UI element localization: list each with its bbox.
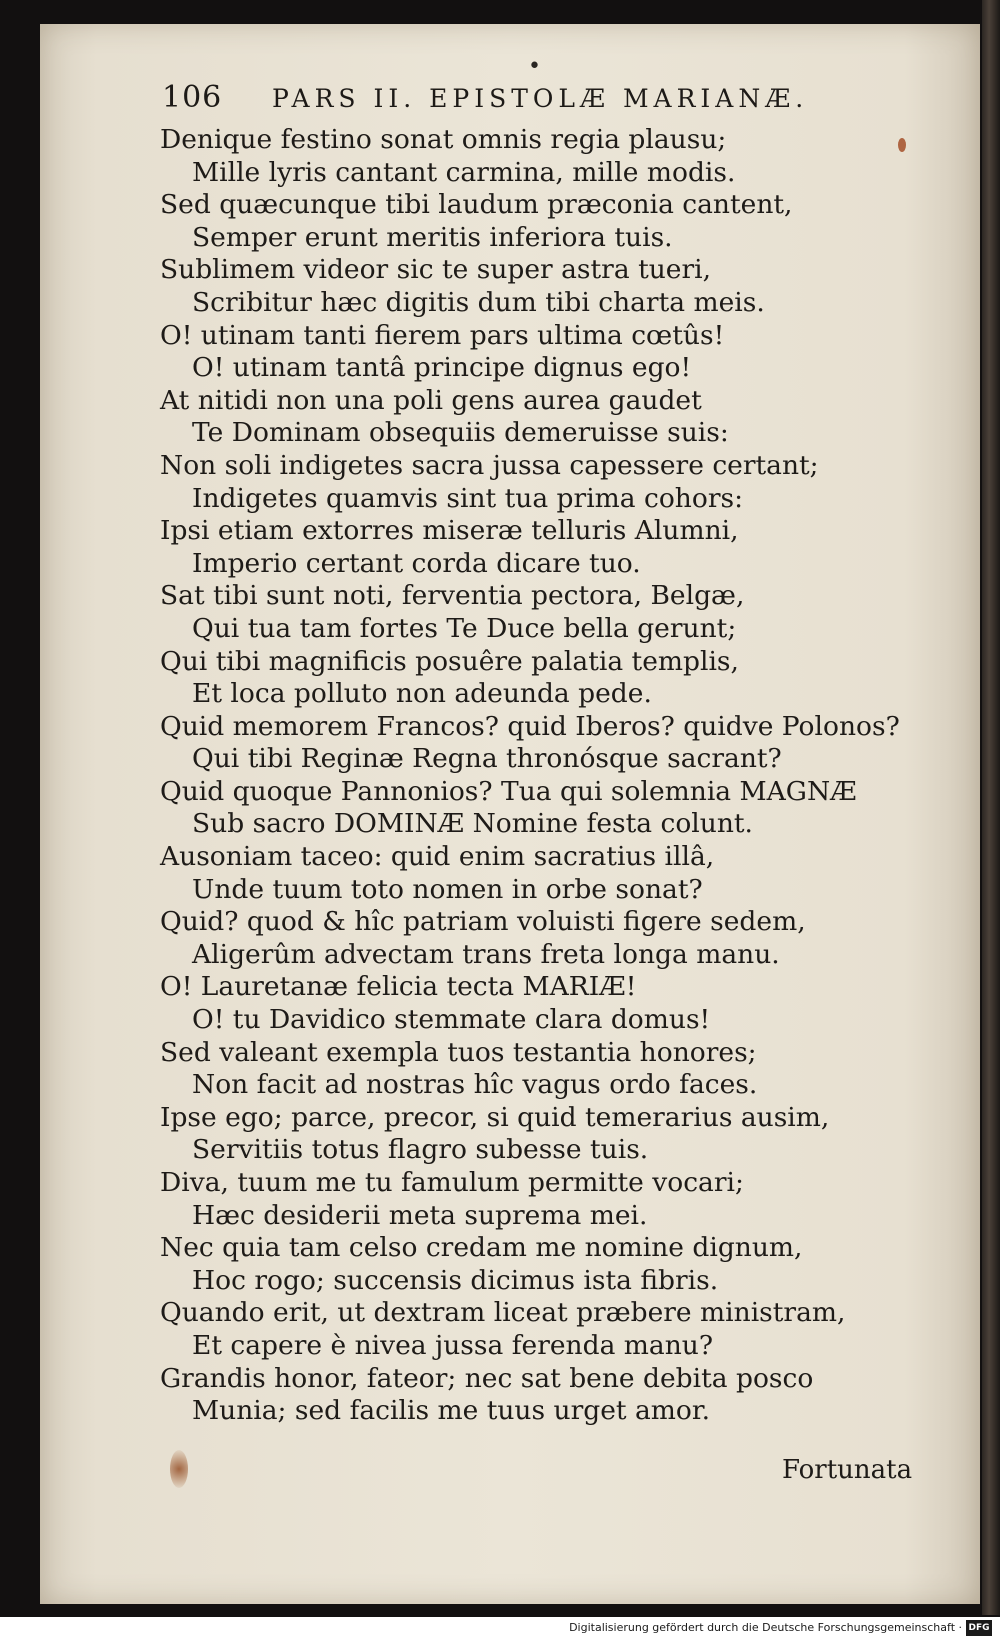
ink-stain-bottom [170,1450,188,1488]
verse-line: Grandis honor, fateor; nec sat bene debita posco [160,1362,814,1394]
verse-line: Munia; sed facilis me tuus urget amor. [192,1395,711,1427]
verse-line: Non soli indigetes sacra jussa capessere certant; [160,449,819,481]
verse-line: Et loca polluto non adeunda pede. [192,678,652,710]
verse-line: Aligerûm advectam trans freta longa manu. [192,938,780,970]
verse-line: Qui tibi magnificis posuêre palatia templis, [160,645,739,677]
catchword: Fortunata [782,1455,913,1485]
verse-line: Ipse ego; parce, precor, si quid temerarius ausim, [160,1101,830,1133]
verse-line: Indigetes quamvis sint tua prima cohors: [192,482,744,514]
verse-line: Servitiis totus flagro subesse tuis. [192,1134,649,1166]
verse-line: Qui tua tam fortes Te Duce bella gerunt; [192,612,737,644]
verse-body [160,124,920,1428]
verse-line: Sub sacro DOMINÆ Nomine festa colunt. [192,808,753,840]
verse-line: Quando erit, ut dextram liceat præbere ministram, [160,1297,846,1329]
printer-mark: • [528,54,541,79]
verse-line: Sublimem videor sic te super astra tueri, [160,254,712,286]
verse-line: Diva, tuum me tu famulum permitte vocari; [160,1167,744,1198]
verse-line: Ipsi etiam extorres miseræ telluris Alumni, [160,515,739,547]
verse-line: O! utinam tanti fierem pars ultima cœtûs! [160,319,725,351]
verse-line: At nitidi non una poli gens aurea gaudet [160,384,702,416]
page-number: 106 [162,80,223,115]
verse-line: O! tu Davidico stemmate clara domus! [192,1004,711,1036]
verse-line: Mille lyris cantant carmina, mille modis. [192,156,736,188]
verse-line: Sed valeant exempla tuos testantia honores; [160,1036,757,1068]
verse-line: O! Lauretanæ felicia tecta MARIÆ! [160,971,637,1003]
verse-line: Quid? quod & hîc patriam voluisti figere sedem, [160,906,806,938]
verse-line: Imperio certant corda dicare tuo. [192,547,641,579]
digitization-footer [0,1617,1000,1640]
verse-line: Non facit ad nostras hîc vagus ordo faces. [192,1069,758,1101]
verse-line: Qui tibi Reginæ Regna thronósque sacrant? [192,743,782,775]
book-edge [982,0,1000,1615]
verse-line: Nec quia tam celso credam me nomine dignum, [160,1232,803,1264]
verse-line: Denique festino sonat omnis regia plausu; [160,124,727,155]
verse-line: Quid quoque Pannonios? Tua qui solemnia MAGNÆ [160,775,857,807]
verse-line: Scribitur hæc digitis dum tibi charta meis. [192,286,765,318]
verse-line: Te Dominam obsequiis demeruisse suis: [192,417,729,449]
verse-line: Unde tuum toto nomen in orbe sonat? [192,873,703,905]
verse-line: Sed quæcunque tibi laudum præconia cantent, [160,189,793,221]
verse-line: Sat tibi sunt noti, ferventia pectora, Belgæ, [160,580,745,612]
verse-line: O! utinam tantâ principe dignus ego! [192,352,692,384]
running-head [162,80,842,124]
verse-line: Et capere è nivea jussa ferenda manu? [192,1329,714,1361]
verse-line: Hoc rogo; succensis dicimus ista fibris. [192,1264,719,1296]
verse-line: Quid memorem Francos? quid Iberos? quidve Polonos? [160,710,900,742]
verse-line: Ausoniam taceo: quid enim sacratius illâ, [160,841,715,873]
verse-line: Hæc desiderii meta suprema mei. [192,1199,648,1231]
verse-line: Semper erunt meritis inferiora tuis. [192,221,673,253]
header-title: PARS II. EPISTOLÆ MARIANÆ. [272,84,809,113]
dfg-logo: DFG [966,1620,992,1636]
footer-credit: Digitalisierung gefördert durch die Deutsche Forschungsgemeinschaft · [569,1621,962,1634]
